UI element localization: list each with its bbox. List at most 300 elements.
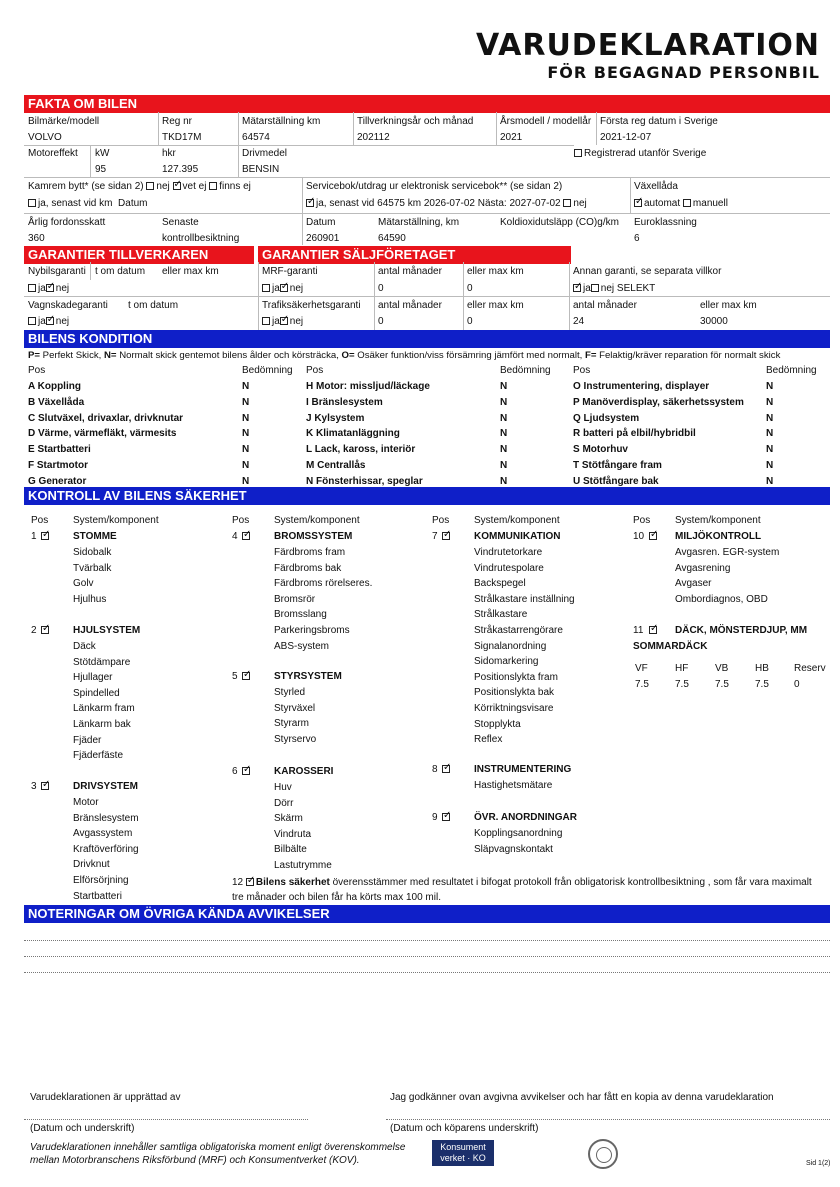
section-fakta-heading: FAKTA OM BILEN xyxy=(24,95,830,113)
checkbox-safety-g2[interactable] xyxy=(41,626,49,634)
condition-grade: N xyxy=(766,428,774,440)
label-make: Bilmärke/modell xyxy=(28,116,100,127)
safety-component: Elförsörjning xyxy=(73,875,129,886)
checkbox-safety-g11[interactable] xyxy=(649,626,657,634)
safety-group-num: 2 xyxy=(31,625,37,636)
mrf-ja-nej xyxy=(262,283,303,295)
label-kamrem: Kamrem bytt* (se sidan 2) xyxy=(28,181,144,192)
condition-item: T Stötfångare fram xyxy=(573,460,662,471)
condition-item: I Bränslesystem xyxy=(306,396,383,408)
tire-depth: 0 xyxy=(794,679,800,690)
safety-component: Färdbroms rörelseres. xyxy=(274,578,373,590)
condition-grade: N xyxy=(242,428,250,440)
safety-group-title: ÖVR. ANORDNINGAR xyxy=(474,812,577,823)
s-col3-pos: Pos xyxy=(432,515,450,526)
kamrem-ja-row xyxy=(28,198,148,210)
checkbox-trafik-ja[interactable] xyxy=(262,317,270,325)
value-hp: 127.395 xyxy=(162,164,199,175)
label-first-reg: Första reg datum i Sverige xyxy=(600,116,718,127)
label-ja: ja xyxy=(272,316,280,327)
checkbox-safety-g4[interactable] xyxy=(242,532,250,540)
label-nej: nej xyxy=(55,316,70,327)
condition-grade: N xyxy=(500,396,508,408)
tire-header: Reserv xyxy=(794,663,826,674)
condition-grade: N xyxy=(242,412,250,424)
label-kamrem-finns-ej: finns ej xyxy=(219,181,251,192)
safety-component: Hastighetsmätare xyxy=(474,780,553,791)
logo-text-2: verket · KO xyxy=(440,1153,486,1163)
condition-grade: N xyxy=(500,460,508,471)
checkbox-kamrem-ja[interactable] xyxy=(28,199,36,207)
checkbox-safety-g5[interactable] xyxy=(242,672,250,680)
legend-p-text: Perfekt Skick, xyxy=(40,350,104,361)
label-ja: ja xyxy=(38,316,46,327)
label-ja: ja xyxy=(272,283,280,294)
safety-group-g7 xyxy=(432,531,452,543)
safety-component: Bromsslang xyxy=(274,609,327,621)
s-col2-pos: Pos xyxy=(232,515,250,526)
g12-text: överensstämmer med resultatet i bifogat protokoll från obligatorisk kontrollbesiktning , som får vara maximalt xyxy=(329,877,812,888)
safety-group-num: 9 xyxy=(432,812,438,823)
document-title: VARUDEKLARATION xyxy=(475,28,820,63)
label-antal-manader-2: antal månader xyxy=(378,300,442,311)
checkbox-safety-g1[interactable] xyxy=(41,532,49,540)
label-reg: Reg nr xyxy=(162,116,193,127)
label-nej: nej xyxy=(55,283,70,294)
label-annan: Annan garanti, se separata villkor xyxy=(573,266,722,277)
condition-grade: N xyxy=(242,475,250,487)
safety-group-title: BROMSSYSTEM xyxy=(274,531,353,542)
safety-component: Stötdämpare xyxy=(73,656,131,668)
checkbox-annan-nej[interactable] xyxy=(591,284,599,292)
label-vaxellada: Växellåda xyxy=(634,181,678,192)
safety-component: Bränslesystem xyxy=(73,812,139,824)
condition-item: U Stötfångare bak xyxy=(573,475,659,487)
condition-grade: N xyxy=(242,460,250,471)
condition-item: S Motorhuv xyxy=(573,444,628,456)
condition-item: N Fönsterhissar, speglar xyxy=(306,475,423,487)
condition-item: F Startmotor xyxy=(28,460,88,471)
condition-grade: N xyxy=(500,381,508,392)
label-mrf: MRF-garanti xyxy=(262,266,318,277)
checkbox-safety-g3[interactable] xyxy=(41,782,49,790)
label-power: Motoreffekt xyxy=(28,148,78,159)
safety-group-title: MILJÖKONTROLL xyxy=(675,531,762,542)
section-kondition-heading: BILENS KONDITION xyxy=(24,330,830,348)
condition-grade: N xyxy=(500,412,508,424)
safety-component: Färdbroms bak xyxy=(274,562,342,574)
safety-group-title: INSTRUMENTERING xyxy=(474,764,572,775)
checkbox-annan-ja[interactable] xyxy=(573,284,581,292)
label-ja: ja xyxy=(38,283,46,294)
safety-group-g11 xyxy=(633,625,659,637)
signature-line-buyer[interactable] xyxy=(386,1119,830,1120)
condition-grade: N xyxy=(242,381,250,392)
label-ja: ja xyxy=(583,283,591,294)
safety-component: Motor xyxy=(73,797,99,808)
label-manuell: manuell xyxy=(692,198,728,209)
g12-row xyxy=(232,877,812,889)
page-number: Sid 1(2) xyxy=(806,1160,831,1167)
safety-group-title: HJULSYSTEM xyxy=(73,625,141,636)
label-eller-max-km-4: eller max km xyxy=(700,300,757,311)
condition-item: L Lack, kaross, interiör xyxy=(306,444,416,456)
tire-depth: 7.5 xyxy=(715,679,729,690)
label-servicebok-ja: ja, senast vid 64575 km 2026-07-02 Nästa: 2027-07-02 xyxy=(316,198,561,209)
notes-line-1[interactable] xyxy=(24,940,830,941)
label-kw: kW xyxy=(95,148,110,159)
safety-component: Styrled xyxy=(274,687,306,698)
checkbox-mrf-ja[interactable] xyxy=(262,284,270,292)
legend-o-text: Osäker funktion/viss försämring jämfört med normalt, xyxy=(354,350,585,361)
checkbox-manuell[interactable] xyxy=(683,199,691,207)
condition-grade: N xyxy=(766,396,774,408)
safety-component: Släpvagnskontakt xyxy=(474,843,553,855)
checkbox-safety-g9[interactable] xyxy=(442,813,450,821)
konsumentverket-logo xyxy=(432,1140,494,1166)
condition-grade: N xyxy=(766,460,774,471)
kondition-legend xyxy=(28,350,780,362)
servicebok-row xyxy=(306,198,587,210)
safety-component: Strålkastare xyxy=(474,609,528,621)
safety-component: Tvärbalk xyxy=(73,562,112,574)
safety-group-g3 xyxy=(31,781,51,793)
col2-pos: Pos xyxy=(306,365,324,376)
safety-component: Positionslykta bak xyxy=(474,687,555,699)
s-col1-system: System/komponent xyxy=(73,515,159,526)
col3-pos: Pos xyxy=(573,365,591,376)
safety-component: Skärm xyxy=(274,813,303,825)
value-fuel: BENSIN xyxy=(242,164,280,175)
label-servicebok: Servicebok/utdrag ur elektronisk servicebok** (se sidan 2) xyxy=(306,181,563,192)
safety-group-g5 xyxy=(232,671,252,683)
tire-header: HB xyxy=(755,663,769,674)
safety-group-title: KOMMUNIKATION xyxy=(474,531,561,542)
safety-component: Sidobalk xyxy=(73,547,112,558)
label-trafik: Trafiksäkerhetsgaranti xyxy=(262,300,361,311)
safety-component: Styrarm xyxy=(274,718,309,730)
safety-group-num: 7 xyxy=(432,531,438,542)
kamrem-row xyxy=(28,181,251,193)
col1-pos: Pos xyxy=(28,365,46,376)
tire-header: VB xyxy=(715,663,729,674)
condition-item: O Instrumentering, displayer xyxy=(573,381,710,392)
safety-component: Backspegel xyxy=(474,578,526,590)
trafik-ja-nej xyxy=(262,316,303,328)
checkbox-servicebok-ja[interactable] xyxy=(306,199,314,207)
col3-bedomning: Bedömning xyxy=(766,365,817,376)
legend-f: F= xyxy=(584,350,597,361)
section-sakerhet-heading: KONTROLL AV BILENS SÄKERHET xyxy=(24,487,830,505)
safety-group-num: 10 xyxy=(633,531,645,542)
safety-group-g1 xyxy=(31,531,51,543)
value-mrf-man: 0 xyxy=(378,283,384,294)
safety-component: Styrservo xyxy=(274,733,317,745)
safety-component: Stopplykta xyxy=(474,718,521,730)
safety-component: Dörr xyxy=(274,797,294,809)
safety-component: Parkeringsbroms xyxy=(274,625,350,636)
safety-component: Fjäderfäste xyxy=(73,750,124,762)
condition-item: P Manöverdisplay, säkerhetssystem xyxy=(573,396,744,408)
document-subtitle: FÖR BEGAGNAD PERSONBIL xyxy=(547,63,820,82)
footer-sign2: (Datum och köparens underskrift) xyxy=(390,1123,539,1134)
safety-component: Bromsrör xyxy=(274,593,316,605)
value-mfg: 202112 xyxy=(357,132,390,143)
checkbox-servicebok-nej[interactable] xyxy=(563,199,571,207)
value-tax: 360 xyxy=(28,233,45,244)
checkbox-vagnskada-ja[interactable] xyxy=(28,317,36,325)
safety-group-num: 1 xyxy=(31,531,37,542)
condition-item: R batteri på elbil/hybridbil xyxy=(573,428,696,440)
condition-item: H Motor: missljud/läckage xyxy=(306,381,430,392)
safety-group-title: STYRSYSTEM xyxy=(274,671,342,682)
condition-item: K Klimatanläggning xyxy=(306,428,400,440)
value-datum: 260901 xyxy=(306,233,340,244)
checkbox-nybil-nej[interactable] xyxy=(46,284,54,292)
tire-header: HF xyxy=(675,663,689,674)
safety-group-g9 xyxy=(432,812,452,824)
condition-grade: N xyxy=(242,444,250,456)
safety-group-num: 3 xyxy=(31,781,37,792)
checkbox-nybil-ja[interactable] xyxy=(28,284,36,292)
safety-component: Spindelled xyxy=(73,687,120,699)
safety-component: Bilbälte xyxy=(274,844,307,856)
footer-godkanner: Jag godkänner ovan avgivna avvikelser och har fått en kopia av denna varudeklaration xyxy=(390,1092,774,1103)
safety-group-title: DÄCK, MÖNSTERDJUP, MM xyxy=(675,625,808,636)
safety-group-num: 11 xyxy=(633,625,644,636)
value-odo2: 64590 xyxy=(378,233,406,244)
safety-group-num: 6 xyxy=(232,766,238,777)
nybil-ja-nej xyxy=(28,283,69,295)
tire-depth: 7.5 xyxy=(675,679,689,690)
legend-f-text: Felaktig/kräver reparation för normalt skick xyxy=(596,350,781,361)
checkbox-kamrem-finns-ej[interactable] xyxy=(209,182,217,190)
safety-group-g10 xyxy=(633,531,659,543)
notes-line-2[interactable] xyxy=(24,956,830,957)
label-tom-datum-1: t om datum xyxy=(95,266,146,277)
label-mfg: Tillverkningsår och månad xyxy=(357,116,474,127)
safety-group-title: KAROSSERI xyxy=(274,766,334,777)
safety-group-g4 xyxy=(232,531,252,543)
safety-component: Avgasren. EGR-system xyxy=(675,547,780,558)
logo-text-1: Konsument xyxy=(440,1142,486,1152)
condition-item: J Kylsystem xyxy=(306,412,365,424)
safety-group-title: STOMME xyxy=(73,531,117,542)
legend-n-text: Normalt skick gentemot bilens ålder och körsträcka, xyxy=(116,350,342,361)
safety-component: Styrväxel xyxy=(274,702,316,714)
col1-bedomning: Bedömning xyxy=(242,365,293,376)
safety-component: Avgaser xyxy=(675,578,712,590)
safety-group-g8 xyxy=(432,764,452,776)
value-make: VOLVO xyxy=(28,132,62,143)
condition-item: A Koppling xyxy=(28,381,81,392)
g12-num: 12 xyxy=(232,877,244,888)
value-first-reg: 2021-12-07 xyxy=(600,132,652,143)
value-trafik-man: 0 xyxy=(378,316,384,327)
safety-component: Hjullager xyxy=(73,672,113,684)
legend-n: N= xyxy=(104,350,117,361)
condition-grade: N xyxy=(500,475,508,487)
condition-item: Q Ljudsystem xyxy=(573,412,640,424)
safety-group-num: 5 xyxy=(232,671,238,682)
checkbox-reg-abroad[interactable] xyxy=(574,149,582,157)
safety-component: Hjulhus xyxy=(73,593,107,605)
safety-component: Signalanordning xyxy=(474,640,547,652)
footer-sign1: (Datum och underskrift) xyxy=(30,1123,135,1134)
label-fuel: Drivmedel xyxy=(242,148,288,159)
safety-component: Körriktningsvisare xyxy=(474,703,554,714)
value-annan-km: 30000 xyxy=(700,316,728,327)
label-nej: nej xyxy=(289,283,304,294)
label-nej: nej xyxy=(289,316,304,327)
vaxellada-row xyxy=(634,198,728,210)
section-garantier-tillverkaren: GARANTIER TILLVERKAREN xyxy=(24,246,254,264)
safety-group-num: 4 xyxy=(232,531,238,542)
safety-group-g6 xyxy=(232,766,252,778)
condition-item: D Värme, värmefläkt, värmesits xyxy=(28,428,177,440)
safety-component: Ombordiagnos, OBD xyxy=(675,593,768,605)
value-kontroll: kontrollbesiktning xyxy=(162,233,240,244)
section-garantier-saljforetaget: GARANTIER SÄLJFÖRETAGET xyxy=(258,246,571,264)
checkbox-kamrem-nej[interactable] xyxy=(146,182,154,190)
label-antal-manader-3: antal månader xyxy=(573,300,637,311)
checkbox-trafik-nej[interactable] xyxy=(280,317,288,325)
reg-abroad[interactable] xyxy=(574,148,706,160)
s-col4-pos: Pos xyxy=(633,515,651,526)
s-col2-system: System/komponent xyxy=(274,515,360,526)
label-antal-manader-1: antal månader xyxy=(378,266,442,277)
safety-component: Sidomarkering xyxy=(474,656,539,668)
g12-text2: tre månader och bilen får ha körts max 100 mil. xyxy=(232,892,441,903)
col2-bedomning: Bedömning xyxy=(500,365,551,376)
s-col3-system: System/komponent xyxy=(474,515,560,526)
value-trafik-km: 0 xyxy=(467,316,473,327)
annan-ja-nej xyxy=(573,283,655,295)
label-datum: Datum xyxy=(306,217,336,228)
s-col4-system: System/komponent xyxy=(675,515,761,526)
value-model-year: 2021 xyxy=(500,132,523,143)
value-odo: 64574 xyxy=(242,132,270,143)
footer-info2: mellan Motorbranschens Riksförbund (MRF) och Konsumentverket (KOV). xyxy=(30,1155,360,1166)
safety-group-g2 xyxy=(31,625,51,637)
label-kamrem-datum: Datum xyxy=(118,198,148,209)
vagnskada-ja-nej xyxy=(28,316,69,328)
mrf-seal-icon xyxy=(588,1139,618,1169)
safety-component: Lastutrymme xyxy=(274,860,332,871)
condition-grade: N xyxy=(766,412,774,424)
safety-component: Länkarm bak xyxy=(73,719,131,730)
signature-line-seller[interactable] xyxy=(24,1119,308,1120)
checkbox-safety-g8[interactable] xyxy=(442,765,450,773)
safety-component: ABS-system xyxy=(274,640,330,652)
condition-item: G Generator xyxy=(28,475,87,487)
safety-component: Däck xyxy=(73,641,96,652)
checkbox-safety-g10[interactable] xyxy=(649,532,657,540)
safety-component: Reflex xyxy=(474,734,503,746)
checkbox-vagnskada-nej[interactable] xyxy=(46,317,54,325)
notes-line-3[interactable] xyxy=(24,972,830,973)
checkbox-kamrem-vet-ej[interactable] xyxy=(173,182,181,190)
tire-header: VF xyxy=(635,663,648,674)
safety-component: Avgassystem xyxy=(73,828,133,840)
safety-component: Vindrutespolare xyxy=(474,562,544,574)
legend-p: P= xyxy=(28,350,41,361)
safety-component: Startbatteri xyxy=(73,890,122,902)
safety-component: Avgasrening xyxy=(675,562,731,574)
value-reg: TKD17M xyxy=(162,132,202,143)
label-tax: Årlig fordonsskatt xyxy=(28,217,106,228)
label-servicebok-nej: nej xyxy=(573,198,587,209)
safety-component: Golv xyxy=(73,578,94,590)
label-tom-datum-2: t om datum xyxy=(128,300,179,311)
safety-component: Drivknut xyxy=(73,859,110,871)
safety-group-title: DRIVSYSTEM xyxy=(73,781,139,792)
g12-bold: Bilens säkerhet xyxy=(255,877,330,888)
label-reg-abroad: Registrerad utanför Sverige xyxy=(584,148,707,159)
safety-component: Stråkastarrengörare xyxy=(474,625,563,636)
condition-grade: N xyxy=(242,396,250,408)
label-model-year: Årsmodell / modellår xyxy=(500,116,592,127)
checkbox-mrf-nej[interactable] xyxy=(280,284,288,292)
legend-o: O= xyxy=(341,350,355,361)
label-eller-max-km-1: eller max km xyxy=(162,266,219,277)
safety-component: Länkarm fram xyxy=(73,703,135,715)
s-col1-pos: Pos xyxy=(31,515,49,526)
checkbox-automat[interactable] xyxy=(634,199,642,207)
label-eller-max-km-2: eller max km xyxy=(467,266,524,277)
label-vagnskada: Vagnskadegaranti xyxy=(28,300,108,311)
label-odo: Mätarställning km xyxy=(242,116,321,127)
label-co2: Koldioxidutsläpp (CO)g/km xyxy=(500,217,619,228)
label-automat: automat xyxy=(644,198,681,209)
condition-grade: N xyxy=(766,381,774,392)
label-hp: hkr xyxy=(162,148,176,159)
footer-upprattad: Varudeklarationen är upprättad av xyxy=(30,1092,181,1103)
safety-component: Vindruta xyxy=(274,828,312,840)
section-noteringar-heading: NOTERINGAR OM ÖVRIGA KÄNDA AVVIKELSER xyxy=(24,905,830,923)
condition-item: B Växellåda xyxy=(28,396,85,408)
label-kamrem-vet-ej: vet ej xyxy=(182,181,207,192)
value-mrf-km: 0 xyxy=(467,283,473,294)
footer-info1: Varudeklarationen innehåller samtliga obligatoriska moment enligt överenskommelse xyxy=(30,1142,406,1153)
safety-component: Färdbroms fram xyxy=(274,547,346,558)
tire-depth: 7.5 xyxy=(635,679,649,690)
condition-item: C Slutväxel, drivaxlar, drivknutar xyxy=(28,412,184,424)
label-kamrem-ja: ja, senast vid km xyxy=(38,198,113,209)
value-annan-man: 24 xyxy=(573,316,585,327)
label-eller-max-km-3: eller max km xyxy=(467,300,524,311)
safety-component: Strålkastare inställning xyxy=(474,593,575,605)
checkbox-safety-g7[interactable] xyxy=(442,532,450,540)
label-nybil: Nybilsgaranti xyxy=(28,266,86,277)
tire-depth: 7.5 xyxy=(755,679,769,690)
condition-grade: N xyxy=(500,428,508,440)
checkbox-safety-g6[interactable] xyxy=(242,767,250,775)
condition-grade: N xyxy=(500,444,508,456)
safety-component: Kopplingsanordning xyxy=(474,828,563,839)
label-euro: Euroklassning xyxy=(634,217,697,228)
safety-component: Huv xyxy=(274,782,292,793)
condition-item: M Centrallås xyxy=(306,460,366,471)
value-kw: 95 xyxy=(95,164,107,175)
checkbox-g12[interactable] xyxy=(246,878,254,886)
safety-group-num: 8 xyxy=(432,764,438,775)
label-odo2: Mätarställning, km xyxy=(378,217,460,228)
label-annan-nej: nej SELEKT xyxy=(600,283,656,294)
label-kamrem-nej: nej xyxy=(156,181,170,192)
condition-grade: N xyxy=(766,444,774,456)
condition-item: E Startbatteri xyxy=(28,444,91,456)
